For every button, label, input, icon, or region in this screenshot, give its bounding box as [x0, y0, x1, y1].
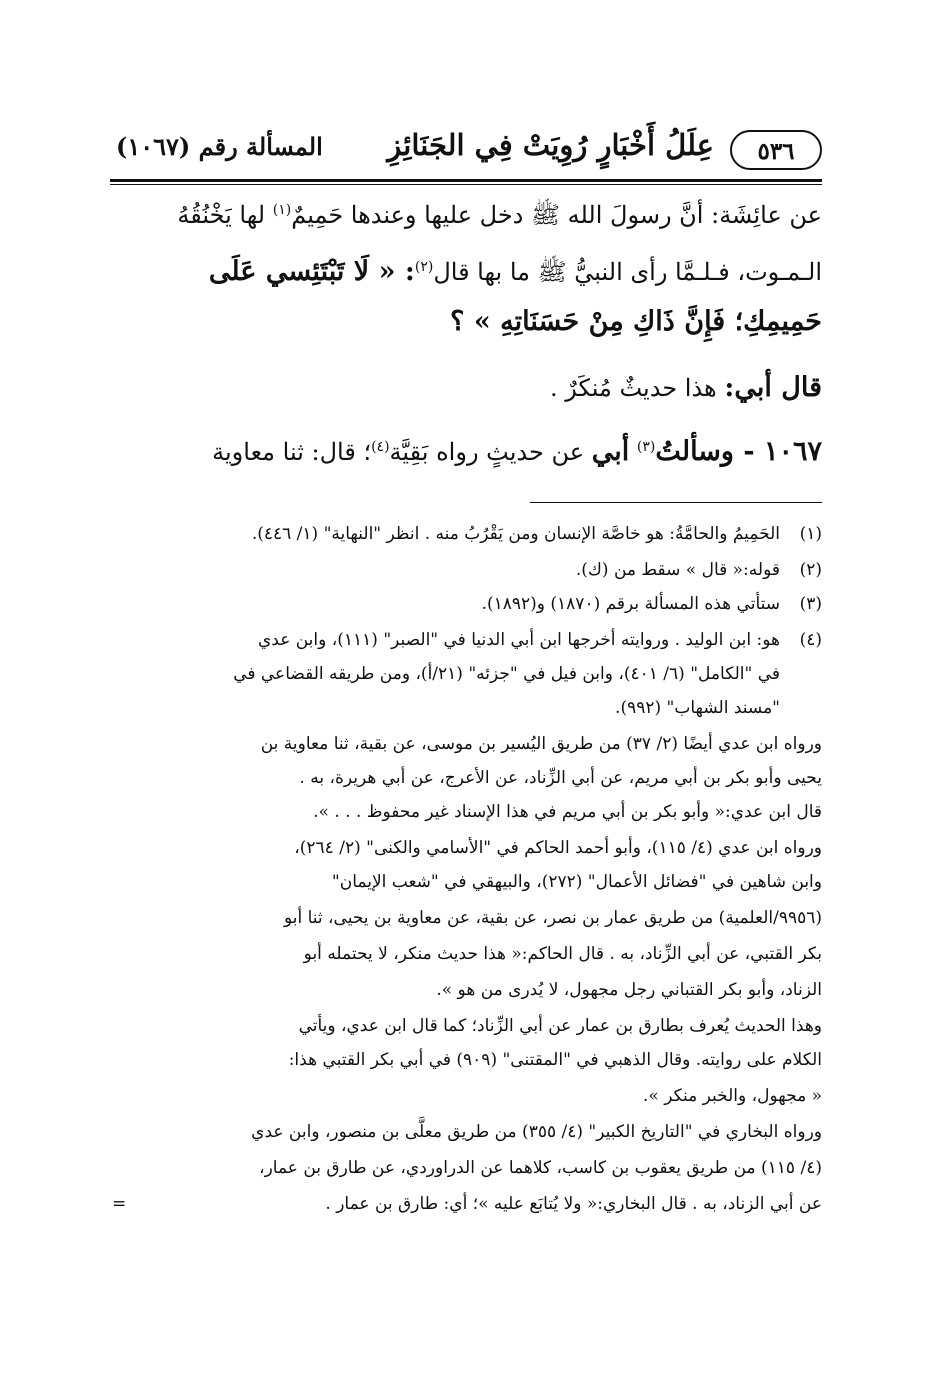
- footnote-text-2: قوله:« قال » سقط من (ك).: [575, 560, 780, 580]
- issue-text-tail: ؛ قال: ثنا معاوية: [212, 438, 372, 466]
- main-line-2: [209, 256, 822, 292]
- book-title: عِلَلُ أَخْبَارٍ رُوِيَتْ فِي الجَنَائِزِ: [387, 128, 714, 162]
- main-line-1-text: عن عائِشَة: أنَّ رسولَ الله ﷺ دخل عليها وعندها حَمِيمٌ: [291, 201, 822, 229]
- footnote-para-2-line-2: وابن شاهين في "فضائل الأعمال" (٢٧٢)، والبيهقي في "شعب الإيمان": [331, 872, 822, 892]
- page-number: ٥٣٦: [730, 130, 822, 170]
- footnote-4-line-3: "مسند الشهاب" (٩٩٢).: [615, 698, 780, 718]
- main-line-1-tail: لها يَخْنُقُهُ: [177, 201, 266, 229]
- footnote-ref-1[interactable]: (١): [272, 202, 292, 218]
- issue-heading-father: أبي: [591, 436, 630, 467]
- main-line-2-text: الـمـوت، فـلـمَّا رأى النبيُّ ﷺ ما بها قال: [433, 258, 822, 286]
- footnote-para-4-line-3: عن أبي الزناد، به . قال البخاري:« ولا يُتابَع عليه »؛ أي: طارق بن عمار .: [325, 1194, 822, 1214]
- main-line-4: [550, 372, 822, 403]
- hadith-quote-start: : « لَا تَبْتَئِسي عَلَى: [208, 256, 415, 287]
- footnote-number-4: (٤): [799, 630, 822, 650]
- footnote-ref-4[interactable]: (٤): [371, 439, 390, 455]
- page-header: [110, 118, 822, 180]
- footnote-para-1-line-2: يحيى وأبو بكر بن أبي مريم، عن أبي الزِّناد، عن الأعرج، عن أبي هريرة، به .: [299, 768, 822, 788]
- header-rule-thick: [110, 179, 822, 182]
- footnote-number-3: (٣): [799, 594, 822, 614]
- footnote-ref-3[interactable]: (٣): [636, 439, 656, 455]
- hadith-quote-end: حَمِيمِكِ؛ فَإِنَّ ذَاكِ مِنْ حَسَنَاتِهِ » ؟: [450, 306, 822, 337]
- verdict-text: هذا حديثٌ مُنكَرٌ .: [550, 374, 717, 402]
- footnote-text-3: ستأتي هذه المسألة برقم (١٨٧٠) و(١٨٩٢).: [481, 594, 780, 614]
- footnote-4-line-2: في "الكامل" (٦/ ٤٠١)، وابن فيل في "جزئه" (٢١/أ)، ومن طريقه القضاعي في: [233, 664, 780, 684]
- footnote-separator: [530, 502, 822, 503]
- speaker-label: قال أبي:: [724, 372, 822, 403]
- continuation-mark: =: [112, 1194, 127, 1214]
- issue-text: عن حديثٍ رواه بَقِيَّة: [389, 438, 585, 466]
- footnote-para-2-line-1: ورواه ابن عدي (٤/ ١١٥)، وأبو أحمد الحاكم في "الأسامي والكنى" (٢/ ٢٦٤)،: [294, 838, 822, 858]
- main-line-5: [212, 436, 822, 467]
- main-line-3: [450, 306, 822, 337]
- footnote-4-line-1: هو: ابن الوليد . وروايته أخرجها ابن أبي الدنيا في "الصبر" (١١١)، وابن عدي: [257, 630, 780, 650]
- footnote-ref-2[interactable]: (٢): [414, 259, 434, 275]
- footnote-para-4-line-1: ورواه البخاري في "التاريخ الكبير" (٤/ ٣٥٥) من طريق معلَّى بن منصور، وابن عدي: [251, 1122, 822, 1142]
- footnote-para-2-line-5: الزناد، وأبو بكر القتباني رجل مجهول، لا يُدرى من هو ».: [436, 980, 822, 1000]
- footnote-number-2: (٢): [799, 560, 822, 580]
- footnote-text-1: الحَمِيمُ والحامَّةُ: هو خاصَّة الإنسان ومن يَقْرُبُ منه . انظر "النهاية" (١/ ٤٤٦).: [251, 524, 780, 544]
- footnote-para-4-line-2: (٤/ ١١٥) من طريق يعقوب بن كاسب، كلاهما عن الدراوردي، عن طارق بن عمار،: [259, 1158, 822, 1178]
- main-line-1: [177, 200, 822, 235]
- footnote-para-2-line-3: (٩٩٥٦/العلمية) من طريق عمار بن نصر، عن بقية، عن معاوية بن يحيى، ثنا أبو: [283, 908, 822, 928]
- footnote-number-1: (١): [799, 524, 822, 544]
- issue-heading: ١٠٦٧ - وسألتُ: [655, 436, 822, 467]
- footnote-para-1-line-1: ورواه ابن عدي أيضًا (٢/ ٣٧) من طريق اليُسير بن موسى، عن بقية، ثنا معاوية بن: [260, 734, 822, 754]
- footnote-para-3-line-2: الكلام على روايته. وقال الذهبي في "المقتنى" (٩٠٩) في أبي بكر القتبي هذا:: [288, 1050, 822, 1070]
- header-rule-thin: [110, 184, 822, 185]
- footnote-para-3-line-3: « مجهول، والخبر منكر ».: [643, 1086, 822, 1106]
- issue-label: المسألة رقم (١٠٦٧): [116, 132, 323, 161]
- footnote-para-2-line-4: بكر القتبي، عن أبي الزِّناد، به . قال الحاكم:« هذا حديث منكر، لا يحتمله أبو: [303, 944, 822, 964]
- footnote-para-1-line-3: قال ابن عدي:« وأبو بكر بن أبي مريم في هذا الإسناد غير محفوظ . . . ».: [313, 802, 822, 822]
- footnote-para-3-line-1: وهذا الحديث يُعرف بطارق بن عمار عن أبي الزِّناد؛ كما قال ابن عدي، ويأتي: [298, 1016, 822, 1036]
